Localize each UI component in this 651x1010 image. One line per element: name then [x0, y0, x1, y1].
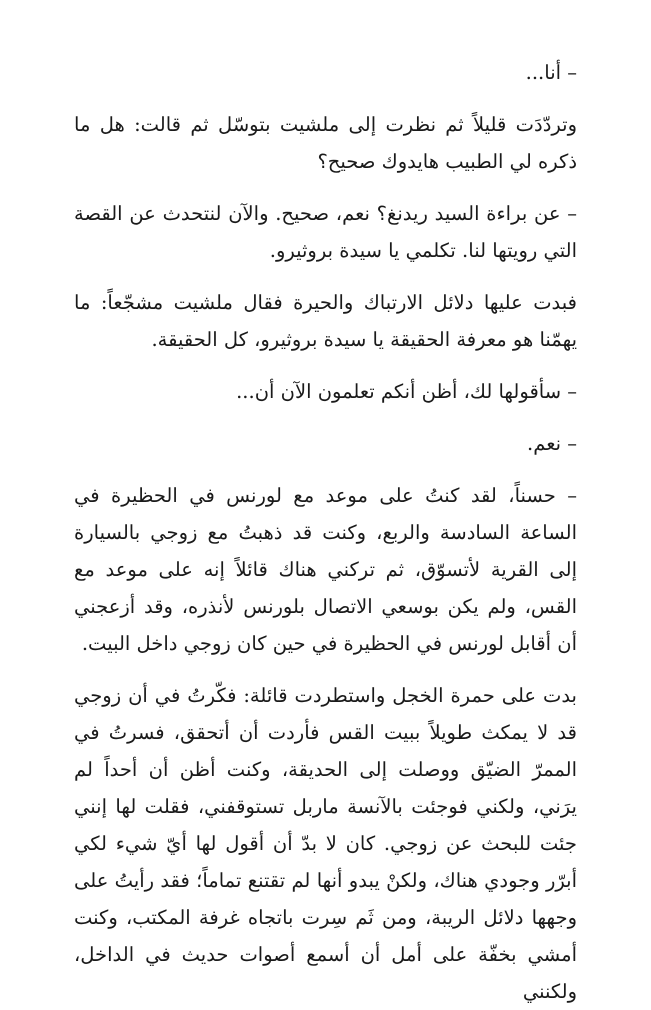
narration-paragraph: وتردّدَت قليلاً ثم نظرت إلى ملشيت بتوسّل ثم قالت: هل ما ذكره لي الطبيب هايدوك صحيح؟ — [74, 113, 577, 173]
dialogue-paragraph: – أنا... — [525, 61, 577, 84]
narration-paragraph: فبدت عليها دلائل الارتباك والحيرة فقال ملشيت مشجّعاً: ما يهمّنا هو معرفة الحقيقة يا سيدة بروثيرو، كل الحقيقة. — [74, 291, 577, 351]
dialogue-paragraph: – نعم. — [527, 432, 577, 455]
narration-paragraph: بدت على حمرة الخجل واستطردت قائلة: فكّرتُ في أن زوجي قد لا يمكث طويلاً ببيت القس فأردت أن أتحقق، فسرتُ في الممرّ الضيّق ووصلت إلى الحديقة، وكنت أظن أن أحداً لم يرَني، ولكني فوجئت بالآنسة ماربل تستوقفني، فقلت لها إنني جئت للبحث عن زوجي. كان لا بدّ أن أقول لها أيّ شيء لكي أبرّر وجودي هناك، ولكنْ يبدو أنها لم تقتنع تماماً؛ فقد رأيتُ على وجهها دلائل الريبة، ومن ثَم سِرت باتجاه غرفة المكتب، وكنت أمشي بخفّة على أمل أن أسمع أصوات حديث في الداخل، ولكنني — [74, 684, 577, 1003]
dialogue-paragraph: – عن براءة السيد ريدنغ؟ نعم، صحيح. والآن لنتحدث عن القصة التي رويتها لنا. تكلمي يا سيدة بروثيرو. — [74, 202, 577, 262]
dialogue-paragraph: – حسناً، لقد كنتُ على موعد مع لورنس في الحظيرة في الساعة السادسة والربع، وكنت قد ذهبتُ مع زوجي بالسيارة إلى القرية لأتسوّق، ثم تركني هناك قائلاً إنه على موعد مع القس، ولم يكن بوسعي الاتصال بلورنس لأنذره، وقد أزعجني أن أقابل لورنس في الحظيرة في حين كان زوجي داخل البيت. — [74, 484, 577, 655]
dialogue-paragraph: – سأقولها لك، أظن أنكم تعلمون الآن أن... — [236, 380, 577, 403]
